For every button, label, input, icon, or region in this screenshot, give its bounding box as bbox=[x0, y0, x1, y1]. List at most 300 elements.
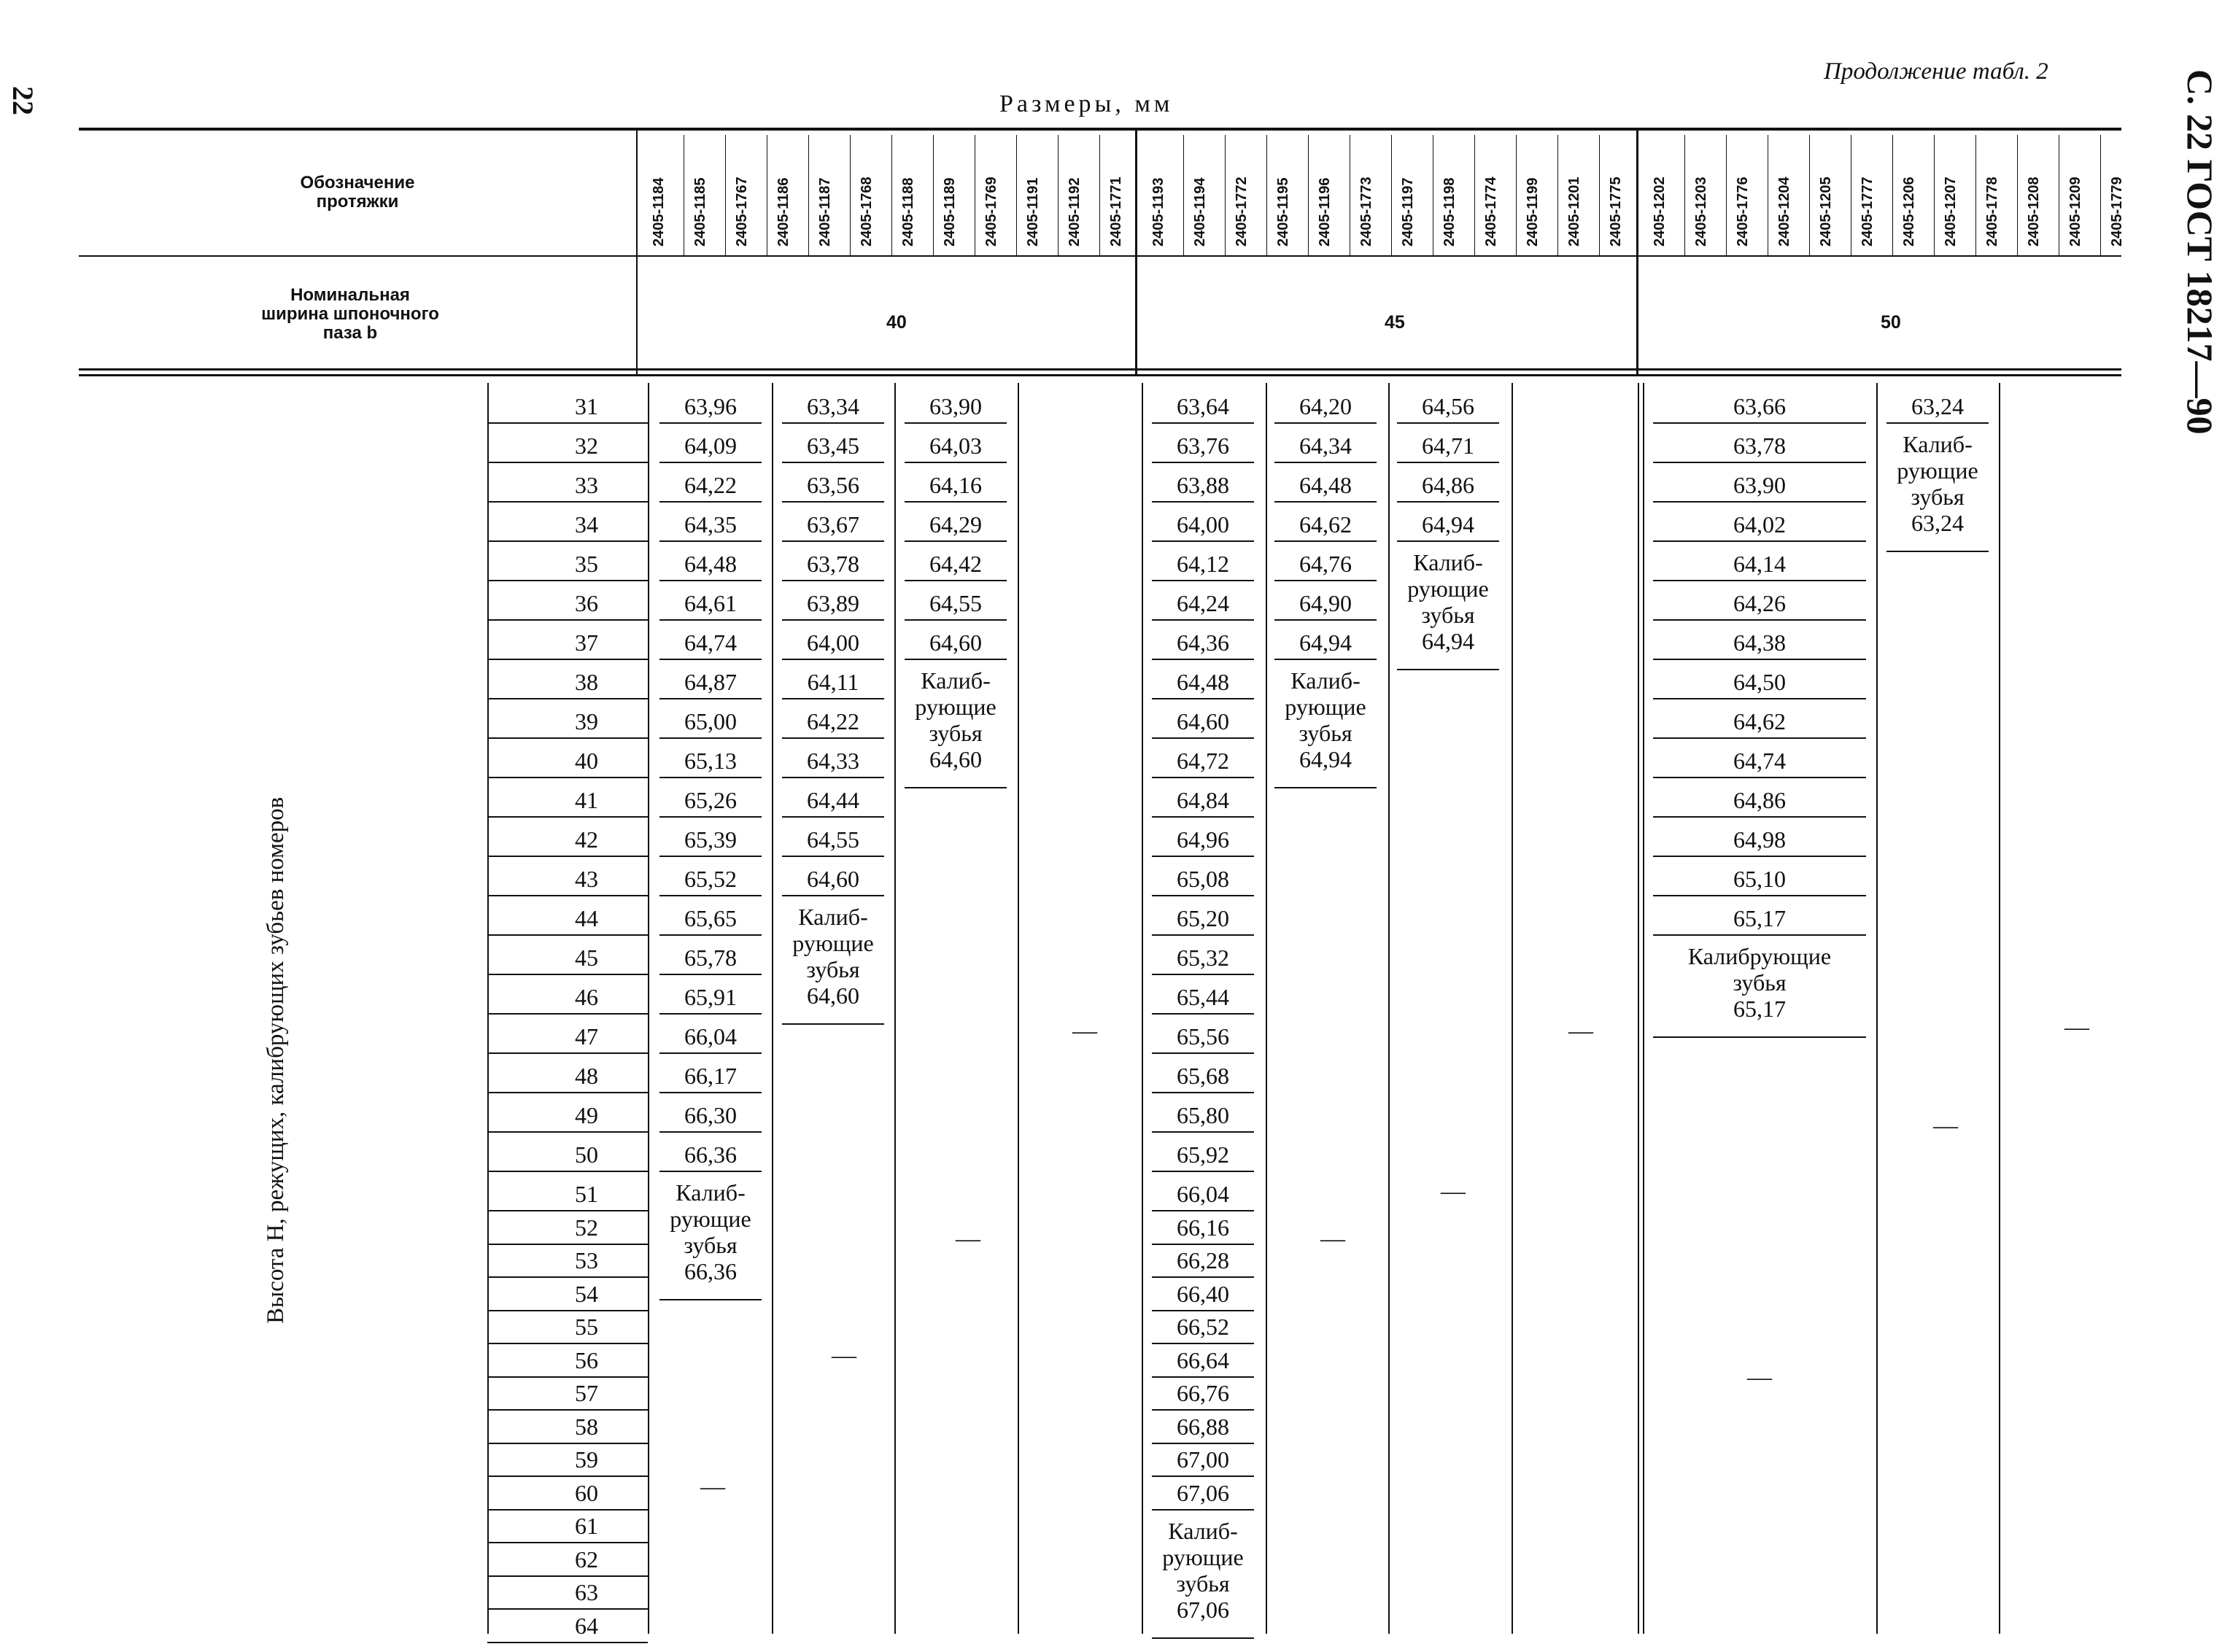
empty-dash: — bbox=[832, 1342, 856, 1369]
code-divider bbox=[1726, 135, 1727, 255]
designation-code: 2405-1771 bbox=[1108, 177, 1124, 247]
value-cell: 64,84 bbox=[1177, 787, 1229, 813]
value-cell: 64,22 bbox=[807, 708, 859, 734]
body-column-line bbox=[1876, 383, 1878, 1634]
value-cell: 64,42 bbox=[929, 551, 982, 577]
value-rule bbox=[1274, 501, 1377, 503]
calibrating-note-line: Калиб- bbox=[676, 1179, 746, 1206]
designation-code: 2405-1201 bbox=[1566, 177, 1582, 247]
value-cell: 65,00 bbox=[684, 708, 737, 734]
value-cell: 64,94 bbox=[1299, 629, 1352, 656]
body-column-line bbox=[1999, 383, 2000, 1634]
row-number: 56 bbox=[575, 1346, 598, 1373]
calibrating-rule bbox=[659, 1299, 762, 1300]
calibrating-note bbox=[1650, 943, 1869, 1022]
empty-dash: — bbox=[1568, 1017, 1593, 1044]
row-number: 43 bbox=[575, 866, 598, 892]
value-rule bbox=[1152, 422, 1254, 424]
value-rule bbox=[1274, 540, 1377, 542]
calibrating-note-line: зубья bbox=[1176, 1570, 1230, 1597]
row-number: 45 bbox=[575, 945, 598, 971]
value-cell: 65,20 bbox=[1177, 905, 1229, 931]
empty-dash: — bbox=[2064, 1014, 2089, 1041]
value-rule bbox=[659, 737, 762, 739]
value-rule bbox=[1653, 698, 1866, 699]
value-rule bbox=[659, 1092, 762, 1093]
value-rule bbox=[1152, 501, 1254, 503]
row-number: 51 bbox=[575, 1181, 598, 1207]
value-cell: 63,76 bbox=[1177, 433, 1229, 459]
value-cell: 66,16 bbox=[1177, 1214, 1229, 1241]
value-cell: 64,87 bbox=[684, 669, 737, 695]
value-cell: 64,55 bbox=[929, 590, 982, 616]
value-cell: 64,60 bbox=[929, 629, 982, 656]
calibrating-note-line: Калибрующие bbox=[1687, 943, 1832, 969]
value-rule bbox=[1152, 1509, 1254, 1511]
value-cell: 64,74 bbox=[684, 629, 737, 656]
value-cell: 64,12 bbox=[1177, 551, 1229, 577]
row-number: 62 bbox=[575, 1546, 598, 1572]
continuation-label: Продолжение табл. 2 bbox=[1824, 58, 2048, 85]
page-number: 22 bbox=[7, 86, 39, 115]
designation-code: 2405-1191 bbox=[1025, 177, 1041, 247]
designation-code: 2405-1193 bbox=[1150, 177, 1166, 247]
calibrating-note-line: рующие bbox=[1897, 457, 1978, 484]
calibrating-rule bbox=[1397, 669, 1499, 670]
row-rule bbox=[487, 540, 648, 542]
value-rule bbox=[1397, 501, 1499, 503]
value-rule bbox=[1152, 659, 1254, 660]
calibrating-note-line: Калиб- bbox=[1290, 667, 1361, 694]
row-number: 57 bbox=[575, 1380, 598, 1406]
value-rule bbox=[1152, 737, 1254, 739]
value-cell: 65,80 bbox=[1177, 1102, 1229, 1128]
value-rule bbox=[782, 462, 884, 463]
value-rule bbox=[1152, 934, 1254, 936]
designation-code: 2405-1778 bbox=[1984, 177, 2000, 247]
empty-dash: — bbox=[1933, 1112, 1958, 1139]
code-divider bbox=[1058, 135, 1059, 255]
row-rule bbox=[487, 1276, 648, 1278]
value-rule bbox=[1152, 1376, 1254, 1378]
value-cell: 65,91 bbox=[684, 984, 737, 1010]
value-cell: 66,52 bbox=[1177, 1314, 1229, 1340]
value-cell: 65,39 bbox=[684, 826, 737, 853]
value-cell: 64,62 bbox=[1299, 511, 1352, 538]
value-cell: 64,76 bbox=[1299, 551, 1352, 577]
empty-dash: — bbox=[700, 1473, 725, 1500]
value-rule bbox=[659, 1171, 762, 1172]
width-45: 45 bbox=[1385, 312, 1405, 333]
designation-code: 2405-1767 bbox=[734, 177, 750, 247]
row-number: 64 bbox=[575, 1612, 598, 1639]
calibrating-rule bbox=[1653, 1036, 1866, 1038]
empty-dash: — bbox=[1072, 1017, 1097, 1044]
value-rule bbox=[659, 619, 762, 621]
designation-code: 2405-1209 bbox=[2067, 177, 2083, 247]
row-rule bbox=[487, 462, 648, 463]
value-cell: 66,04 bbox=[1177, 1181, 1229, 1207]
designation-code: 2405-1204 bbox=[1776, 177, 1792, 247]
calibrating-note-line: Калиб- bbox=[921, 667, 991, 694]
code-divider bbox=[850, 135, 851, 255]
row-number: 42 bbox=[575, 826, 598, 853]
value-rule bbox=[1152, 1244, 1254, 1245]
row-number: 36 bbox=[575, 590, 598, 616]
value-cell: 63,66 bbox=[1733, 393, 1786, 419]
header-bottom-rule-1 bbox=[79, 368, 2121, 371]
value-cell: 64,38 bbox=[1733, 629, 1786, 656]
row-rule bbox=[487, 1310, 648, 1311]
value-rule bbox=[905, 422, 1007, 424]
designation-code: 2405-1768 bbox=[859, 177, 875, 247]
code-divider bbox=[1183, 135, 1184, 255]
row-rule bbox=[487, 619, 648, 621]
row-number: 54 bbox=[575, 1280, 598, 1307]
value-rule bbox=[1152, 856, 1254, 857]
value-rule bbox=[782, 540, 884, 542]
value-cell: 64,48 bbox=[1177, 669, 1229, 695]
designation-code: 2405-1769 bbox=[983, 177, 999, 247]
value-rule bbox=[782, 422, 884, 424]
value-cell: 64,33 bbox=[807, 748, 859, 774]
value-cell: 63,56 bbox=[807, 472, 859, 498]
calibrating-note bbox=[897, 667, 1014, 772]
value-rule bbox=[782, 856, 884, 857]
designation-code: 2405-1195 bbox=[1275, 177, 1291, 247]
row-rule bbox=[487, 1475, 648, 1477]
value-rule bbox=[1653, 816, 1866, 818]
body-column-line bbox=[1512, 383, 1513, 1634]
row-number: 61 bbox=[575, 1513, 598, 1539]
row-rule bbox=[487, 1092, 648, 1093]
code-divider bbox=[1225, 135, 1226, 255]
value-rule bbox=[1886, 422, 1989, 424]
code-divider bbox=[1599, 135, 1600, 255]
value-rule bbox=[659, 1131, 762, 1133]
value-cell: 63,45 bbox=[807, 433, 859, 459]
value-rule bbox=[659, 540, 762, 542]
row-rule bbox=[487, 698, 648, 699]
value-cell: 66,88 bbox=[1177, 1413, 1229, 1440]
value-rule bbox=[1152, 1131, 1254, 1133]
value-rule bbox=[1274, 659, 1377, 660]
row-number: 38 bbox=[575, 669, 598, 695]
body-column-line bbox=[1142, 383, 1143, 1634]
value-rule bbox=[659, 659, 762, 660]
value-cell: 64,60 bbox=[807, 866, 859, 892]
row-rule bbox=[487, 1131, 648, 1133]
header-label-divider bbox=[636, 128, 638, 376]
width-label: Номинальная ширина шпоночного паза b bbox=[261, 285, 439, 343]
designation-label: Обозначение протяжки bbox=[300, 173, 415, 212]
value-cell: 66,30 bbox=[684, 1102, 737, 1128]
row-rule bbox=[487, 580, 648, 581]
value-rule bbox=[1152, 1276, 1254, 1278]
designation-code: 2405-1186 bbox=[775, 177, 792, 247]
code-divider bbox=[1684, 135, 1685, 255]
row-number: 60 bbox=[575, 1479, 598, 1506]
table-top-rule bbox=[79, 128, 2121, 131]
row-rule bbox=[487, 1642, 648, 1643]
value-cell: 67,00 bbox=[1177, 1446, 1229, 1473]
code-divider bbox=[2100, 135, 2101, 255]
calibrating-note-line: Калиб- bbox=[1413, 549, 1483, 575]
value-rule bbox=[782, 659, 884, 660]
calibrating-note-line: 67,06 bbox=[1177, 1596, 1229, 1623]
designation-code: 2405-1776 bbox=[1735, 177, 1751, 247]
row-rule bbox=[487, 934, 648, 936]
value-cell: 63,67 bbox=[807, 511, 859, 538]
value-cell: 66,40 bbox=[1177, 1280, 1229, 1307]
row-number: 53 bbox=[575, 1247, 598, 1273]
value-rule bbox=[1152, 1443, 1254, 1444]
body-column-line bbox=[1266, 383, 1267, 1634]
row-number: 31 bbox=[575, 393, 598, 419]
body-column-line bbox=[487, 383, 489, 1634]
row-number: 63 bbox=[575, 1579, 598, 1605]
value-cell: 65,10 bbox=[1733, 866, 1786, 892]
designation-code: 2405-1196 bbox=[1317, 177, 1333, 247]
row-rule bbox=[487, 1509, 648, 1511]
designation-code: 2405-1779 bbox=[2109, 177, 2125, 247]
code-divider bbox=[1934, 135, 1935, 255]
value-rule bbox=[659, 698, 762, 699]
value-cell: 63,78 bbox=[1733, 433, 1786, 459]
code-divider bbox=[808, 135, 809, 255]
value-cell: 64,86 bbox=[1422, 472, 1474, 498]
calibrating-note-line: зубья bbox=[1421, 602, 1475, 628]
value-rule bbox=[905, 501, 1007, 503]
value-rule bbox=[1653, 895, 1866, 896]
value-rule bbox=[659, 816, 762, 818]
calibrating-note-line: зубья bbox=[929, 720, 983, 746]
value-cell: 64,26 bbox=[1733, 590, 1786, 616]
designation-code: 2405-1777 bbox=[1859, 177, 1876, 247]
row-rule bbox=[487, 1210, 648, 1211]
calibrating-note bbox=[652, 1179, 769, 1284]
row-rule bbox=[487, 1443, 648, 1444]
value-rule bbox=[905, 462, 1007, 463]
code-divider bbox=[1099, 135, 1100, 255]
value-cell: 64,34 bbox=[1299, 433, 1352, 459]
calibrating-rule bbox=[1274, 787, 1377, 788]
designation-code: 2405-1187 bbox=[817, 177, 833, 247]
value-cell: 64,00 bbox=[1177, 511, 1229, 538]
designation-code: 2405-1208 bbox=[2026, 177, 2042, 247]
value-rule bbox=[659, 934, 762, 936]
value-cell: 63,34 bbox=[807, 393, 859, 419]
calibrating-note-line: зубья bbox=[806, 956, 860, 982]
row-rule bbox=[487, 737, 648, 739]
value-rule bbox=[1152, 974, 1254, 975]
value-cell: 65,08 bbox=[1177, 866, 1229, 892]
calibrating-note-line: 64,94 bbox=[1422, 628, 1474, 654]
value-rule bbox=[659, 974, 762, 975]
value-cell: 63,64 bbox=[1177, 393, 1229, 419]
value-rule bbox=[1152, 1343, 1254, 1344]
empty-dash: — bbox=[1441, 1178, 1466, 1205]
calibrating-note-line: рующие bbox=[1407, 575, 1489, 602]
designation-code: 2405-1206 bbox=[1901, 177, 1917, 247]
value-rule bbox=[1653, 619, 1866, 621]
calibrating-note bbox=[1267, 667, 1384, 772]
row-rule bbox=[487, 1409, 648, 1411]
designation-code: 2405-1192 bbox=[1067, 177, 1083, 247]
value-cell: 66,76 bbox=[1177, 1380, 1229, 1406]
value-rule bbox=[1653, 659, 1866, 660]
value-rule bbox=[1152, 462, 1254, 463]
value-rule bbox=[905, 540, 1007, 542]
designation-code: 2405-1198 bbox=[1441, 177, 1458, 247]
header-bottom-rule-2 bbox=[79, 374, 2121, 376]
value-rule bbox=[1152, 540, 1254, 542]
value-cell: 65,65 bbox=[684, 905, 737, 931]
value-cell: 64,09 bbox=[684, 433, 737, 459]
calibrating-note-line: рующие bbox=[915, 694, 996, 720]
calibrating-note-line: рующие bbox=[1162, 1543, 1244, 1570]
value-cell: 64,20 bbox=[1299, 393, 1352, 419]
designation-code: 2405-1199 bbox=[1525, 177, 1541, 247]
value-cell: 64,55 bbox=[807, 826, 859, 853]
value-cell: 64,36 bbox=[1177, 629, 1229, 656]
code-divider bbox=[1266, 135, 1267, 255]
value-rule bbox=[1152, 816, 1254, 818]
designation-code: 2405-1202 bbox=[1652, 177, 1668, 247]
row-number: 55 bbox=[575, 1314, 598, 1340]
code-divider bbox=[933, 135, 934, 255]
code-divider bbox=[1016, 135, 1017, 255]
value-rule bbox=[1653, 580, 1866, 581]
value-cell: 65,68 bbox=[1177, 1063, 1229, 1089]
row-rule bbox=[487, 422, 648, 424]
code-divider bbox=[1391, 135, 1392, 255]
calibrating-note-line: 66,36 bbox=[684, 1258, 737, 1284]
value-cell: 64,96 bbox=[1177, 826, 1229, 853]
code-divider bbox=[1516, 135, 1517, 255]
value-rule bbox=[659, 462, 762, 463]
value-rule bbox=[659, 1052, 762, 1054]
value-cell: 64,48 bbox=[684, 551, 737, 577]
calibrating-note-line: 65,17 bbox=[1733, 996, 1786, 1022]
value-rule bbox=[905, 580, 1007, 581]
value-cell: 65,17 bbox=[1733, 905, 1786, 931]
row-rule bbox=[487, 1376, 648, 1378]
row-rule bbox=[487, 1013, 648, 1015]
value-cell: 64,29 bbox=[929, 511, 982, 538]
value-cell: 64,56 bbox=[1422, 393, 1474, 419]
designation-code: 2405-1184 bbox=[651, 177, 667, 247]
calibrating-note-line: Калиб- bbox=[798, 904, 868, 930]
value-cell: 64,61 bbox=[684, 590, 737, 616]
calibrating-note-line: зубья bbox=[1299, 720, 1352, 746]
value-cell: 65,92 bbox=[1177, 1141, 1229, 1168]
value-rule bbox=[1653, 934, 1866, 936]
code-divider bbox=[1809, 135, 1810, 255]
code-divider bbox=[1892, 135, 1893, 255]
value-cell: 64,72 bbox=[1177, 748, 1229, 774]
row-rule bbox=[487, 659, 648, 660]
body-column-line bbox=[1643, 383, 1644, 1634]
calibrating-note-line: 63,24 bbox=[1911, 510, 1964, 536]
value-rule bbox=[1653, 737, 1866, 739]
row-rule bbox=[487, 1052, 648, 1054]
value-cell: 64,00 bbox=[807, 629, 859, 656]
row-rule bbox=[487, 1608, 648, 1610]
value-rule bbox=[1152, 1475, 1254, 1477]
value-cell: 64,50 bbox=[1733, 669, 1786, 695]
value-cell: 65,78 bbox=[684, 945, 737, 971]
calibrating-note-line: зубья bbox=[684, 1232, 738, 1258]
width-50: 50 bbox=[1881, 312, 1901, 333]
value-cell: 65,44 bbox=[1177, 984, 1229, 1010]
value-rule bbox=[1152, 580, 1254, 581]
value-rule bbox=[782, 816, 884, 818]
row-number: 37 bbox=[575, 629, 598, 656]
value-rule bbox=[659, 1013, 762, 1015]
value-cell: 63,24 bbox=[1911, 393, 1964, 419]
value-rule bbox=[1653, 422, 1866, 424]
value-rule bbox=[659, 501, 762, 503]
sizes-label: Размеры, мм bbox=[999, 90, 1174, 117]
row-number: 46 bbox=[575, 984, 598, 1010]
calibrating-note bbox=[1145, 1518, 1261, 1623]
designation-code: 2405-1194 bbox=[1192, 177, 1208, 247]
calibrating-note bbox=[1879, 431, 1996, 536]
value-cell: 64,22 bbox=[684, 472, 737, 498]
calibrating-note bbox=[775, 904, 891, 1009]
code-divider bbox=[1975, 135, 1976, 255]
row-number: 58 bbox=[575, 1413, 598, 1440]
value-rule bbox=[782, 737, 884, 739]
value-cell: 64,44 bbox=[807, 787, 859, 813]
empty-dash: — bbox=[956, 1225, 980, 1252]
value-rule bbox=[1152, 1171, 1254, 1172]
value-rule bbox=[1152, 895, 1254, 896]
value-rule bbox=[1653, 777, 1866, 778]
row-rule bbox=[487, 777, 648, 778]
value-rule bbox=[782, 580, 884, 581]
header-divider bbox=[79, 255, 2121, 257]
row-number: 39 bbox=[575, 708, 598, 734]
value-rule bbox=[905, 619, 1007, 621]
row-rule bbox=[487, 1244, 648, 1245]
value-rule bbox=[1152, 1092, 1254, 1093]
value-cell: 66,04 bbox=[684, 1023, 737, 1050]
row-number: 50 bbox=[575, 1141, 598, 1168]
designation-code: 2405-1189 bbox=[942, 177, 958, 247]
value-cell: 64,24 bbox=[1177, 590, 1229, 616]
value-cell: 66,36 bbox=[684, 1141, 737, 1168]
code-divider bbox=[725, 135, 726, 255]
designation-code: 2405-1207 bbox=[1943, 177, 1959, 247]
group-divider-2 bbox=[1636, 128, 1638, 376]
value-cell: 64,94 bbox=[1422, 511, 1474, 538]
calibrating-note-line: зубья bbox=[1733, 969, 1787, 996]
row-number: 48 bbox=[575, 1063, 598, 1089]
value-rule bbox=[1152, 1310, 1254, 1311]
value-cell: 64,02 bbox=[1733, 511, 1786, 538]
value-cell: 64,98 bbox=[1733, 826, 1786, 853]
code-divider bbox=[1557, 135, 1558, 255]
row-number: 41 bbox=[575, 787, 598, 813]
row-rule bbox=[487, 1171, 648, 1172]
value-cell: 63,90 bbox=[929, 393, 982, 419]
value-rule bbox=[659, 895, 762, 896]
value-rule bbox=[659, 777, 762, 778]
value-cell: 65,52 bbox=[684, 866, 737, 892]
row-number: 59 bbox=[575, 1446, 598, 1473]
